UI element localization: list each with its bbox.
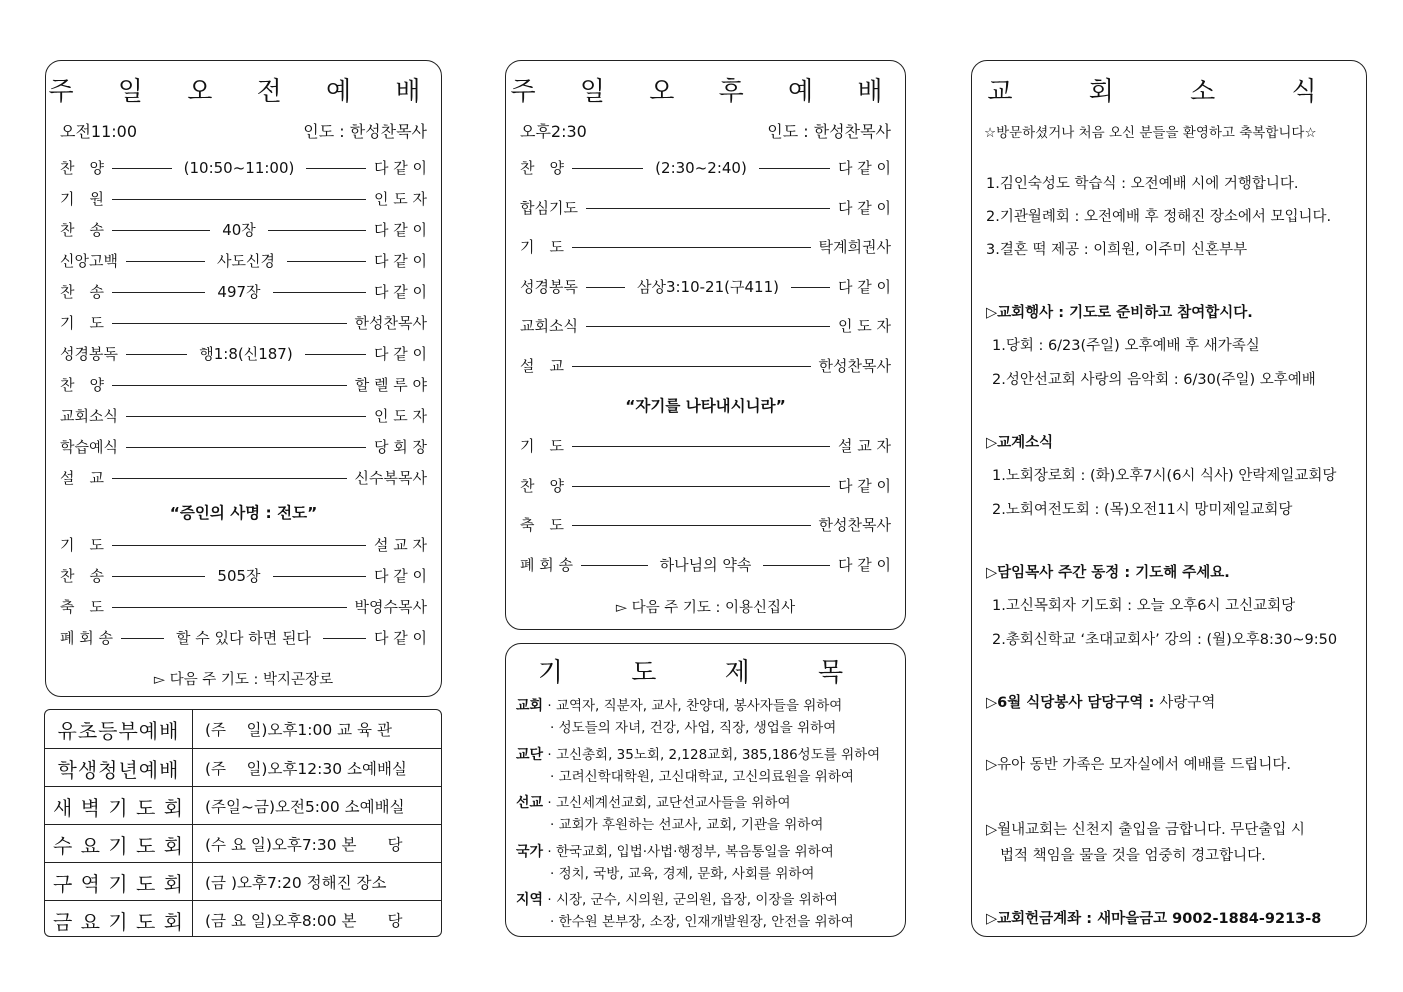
order-label: 설 교: [60, 469, 104, 487]
order-row: [60, 343, 427, 364]
order-person: 인 도 자: [373, 190, 427, 208]
dashed-leader: [572, 366, 811, 367]
news-item: 3.결혼 떡 제공 : 이희원, 이주미 신혼부부: [986, 242, 1248, 258]
prayer-text: · 교회가 후원하는 선교사, 교회, 기관을 위하여: [550, 817, 824, 833]
morning-leader: 인도 : 한성찬목사: [303, 122, 427, 141]
order-detail: (2:30~2:40): [655, 158, 747, 177]
dashed-leader: [112, 545, 366, 546]
order-label: 합심기도: [520, 198, 578, 217]
dashed-leader: [273, 292, 366, 293]
order-label: 찬 양: [520, 476, 564, 495]
pastor-schedule-item: 2.총회신학교 ‘초대교회사’ 강의 : (월)오후8:30~9:50: [992, 632, 1338, 648]
order-label: 찬 송: [60, 221, 104, 239]
order-person: 당 회 장: [373, 438, 427, 456]
dashed-leader: [759, 168, 830, 169]
order-row: [520, 236, 891, 257]
order-label: 폐 회 송: [520, 555, 574, 574]
dashed-leader: [572, 446, 830, 447]
morning-service-panel: [45, 60, 442, 697]
schedule-time: (금 요 일)오후8:00 본 당: [205, 912, 403, 930]
dashed-leader: [112, 576, 205, 577]
order-person: 인 도 자: [373, 407, 427, 425]
order-detail: 할 수 있다 하면 된다: [176, 629, 311, 647]
dashed-leader: [112, 230, 210, 231]
region-news-item: 2.노회여전도회 : (목)오전11시 망미제일교회당: [992, 502, 1293, 518]
order-row: [520, 435, 891, 456]
order-person: 신수복목사: [354, 469, 427, 487]
schedule-row: [45, 786, 441, 825]
dashed-leader: [112, 478, 347, 479]
schedule-time: (주일~금)오전5:00 소예배실: [205, 798, 405, 816]
prayer-line: [516, 694, 895, 715]
dashed-leader: [112, 385, 347, 386]
order-label: 교회소식: [60, 407, 118, 425]
dashed-leader: [572, 525, 811, 526]
order-person: 다 같 이: [373, 567, 427, 585]
order-label: 기 도: [520, 238, 564, 256]
prayer-text: 시장, 군수, 시의원, 군의원, 읍장, 이장을 위하여: [555, 892, 838, 908]
dashed-leader: [126, 416, 366, 417]
order-label: 찬 송: [60, 567, 104, 585]
order-detail: 사도신경: [217, 252, 275, 270]
order-row: [60, 627, 427, 648]
order-person: 다 같 이: [837, 476, 891, 495]
order-person: 다 같 이: [373, 283, 427, 301]
prayer-text: 고신총회, 35노회, 2,128교회, 385,186성도를 위하여: [555, 746, 881, 763]
order-row: [520, 475, 891, 496]
order-row: [60, 374, 427, 395]
order-person: 설 교 자: [837, 437, 891, 455]
region-news-heading: ▷교계소식: [986, 435, 1054, 451]
schedule-time: (주 일)오후1:00 교 육 관: [205, 721, 392, 739]
prayer-category: 국가: [516, 843, 544, 860]
order-person: 한성찬목사: [818, 356, 891, 375]
order-label: 설 교: [520, 356, 564, 375]
schedule-row: [45, 900, 441, 937]
dashed-leader: [572, 247, 811, 248]
schedule-name: 수 요 기 도 회: [45, 825, 193, 863]
order-label: 축 도: [520, 516, 564, 534]
prayer-text: 고신세계선교회, 교단선교사들을 위하여: [555, 795, 791, 811]
order-label: 교회소식: [520, 317, 578, 335]
order-label: 기 도: [520, 437, 564, 455]
order-person: 박영수목사: [354, 598, 427, 616]
order-person: 설 교 자: [373, 536, 427, 554]
prayer-line: [516, 888, 895, 909]
order-detail: 삼상3:10-21(구411): [636, 277, 779, 296]
order-person: 인 도 자: [837, 317, 891, 335]
order-row: [60, 312, 427, 333]
morning-title: 주 일 오 전 예 배: [48, 77, 439, 107]
order-row: [60, 188, 427, 209]
order-label: 폐 회 송: [60, 629, 114, 647]
prayer-text: · 정치, 국방, 교육, 경제, 문화, 사회를 위하여: [550, 865, 815, 882]
order-row: [60, 534, 427, 555]
region-news-item: 1.노회장로회 : (화)오후7시(6시 식사) 안락제일교회당: [992, 468, 1337, 484]
bullet-dot: ·: [543, 746, 556, 763]
order-row: [520, 554, 891, 575]
order-row: [60, 281, 427, 302]
morning-time: 오전11:00: [60, 122, 138, 141]
dashed-leader: [268, 230, 366, 231]
order-person: 다 같 이: [374, 252, 428, 270]
order-label: 성경봉독: [60, 345, 118, 363]
warning-line-1: ▷월내교회는 신천지 출입을 금합니다. 무단출입 시: [986, 822, 1305, 838]
order-row: [60, 596, 427, 617]
order-person: 다 같 이: [374, 221, 428, 239]
afternoon-title: 주 일 오 후 예 배: [510, 77, 901, 107]
prayer-topics-panel: [505, 643, 906, 937]
church-news-panel: [971, 60, 1367, 937]
dashed-leader: [126, 447, 366, 448]
prayer-text: 한국교회, 입법·사법·행정부, 복음통일을 위하여: [555, 843, 834, 860]
order-detail: (10:50~11:00): [183, 158, 295, 177]
order-person: 다 같 이: [838, 159, 892, 177]
order-label: 찬 송: [60, 283, 104, 301]
order-row: [60, 565, 427, 586]
dashed-leader: [586, 287, 625, 288]
bullet-dot: ·: [543, 698, 556, 714]
order-row: [520, 315, 891, 336]
morning-header: [60, 119, 427, 142]
prayer-line: [516, 840, 895, 861]
schedule-name: 유초등부예배: [45, 710, 193, 748]
prayer-text: 교역자, 직분자, 교사, 찬양대, 봉사자들을 위하여: [555, 698, 843, 714]
prayer-line: [516, 791, 895, 812]
prayer-category: 교회: [516, 698, 544, 714]
order-row: [520, 157, 891, 178]
prayer-category: 선교: [516, 795, 544, 811]
order-row: [520, 514, 891, 535]
prayer-line: [516, 743, 895, 764]
schedule-row: [45, 710, 441, 748]
order-row: [60, 157, 427, 178]
dashed-leader: [112, 168, 172, 169]
schedule-name: 학생청년예배: [45, 749, 193, 787]
dashed-leader: [287, 261, 366, 262]
dashed-leader: [126, 354, 187, 355]
order-label: 찬 양: [520, 159, 564, 177]
dashed-leader: [306, 168, 366, 169]
order-row: [520, 276, 891, 297]
order-detail: 505장: [217, 567, 261, 585]
order-row: [520, 197, 891, 218]
dashed-leader: [323, 638, 366, 639]
schedule-time: (금 )오후7:20 정해진 장소: [205, 874, 387, 892]
schedule-name: 새 벽 기 도 회: [45, 787, 193, 825]
schedule-row: [45, 862, 441, 901]
order-detail: 행1:8(신187): [199, 345, 293, 363]
order-detail: 497장: [217, 283, 261, 301]
order-person: 한성찬목사: [818, 516, 891, 534]
schedule-time: (수 요 일)오후7:30 본 당: [205, 836, 403, 854]
order-person: 탁계희권사: [818, 238, 891, 256]
events-heading: ▷교회행사 : 기도로 준비하고 참여합시다.: [986, 305, 1253, 321]
dashed-leader: [126, 261, 205, 262]
afternoon-next-prayer: ▻ 다음 주 기도 : 이용신집사: [615, 600, 796, 616]
order-label: 기 도: [60, 314, 104, 332]
dashed-leader: [572, 168, 643, 169]
order-row: [60, 219, 427, 240]
dashed-leader: [763, 565, 830, 566]
infant-notice: ▷유아 동반 가족은 모자실에서 예배를 드립니다.: [986, 757, 1291, 773]
bullet-dot: ·: [543, 892, 556, 908]
news-welcome: ☆방문하셨거나 처음 오신 분들을 환영하고 축복합니다☆: [984, 125, 1317, 141]
schedule-row: [45, 824, 441, 863]
news-item: 2.기관월례회 : 오전예배 후 정해진 장소에서 모입니다.: [986, 209, 1332, 225]
dashed-leader: [112, 323, 347, 324]
order-label: 찬 양: [60, 376, 104, 394]
prayer-title: 기 도 제 목: [537, 658, 874, 688]
pastor-schedule-item: 1.고신목회자 기도회 : 오늘 오후6시 고신교회당: [992, 598, 1296, 614]
order-label: 신앙고백: [60, 252, 118, 270]
afternoon-sermon-title: “자기를 나타내시니라”: [625, 397, 786, 415]
dashed-leader: [581, 565, 648, 566]
pastor-schedule-heading: ▷담임목사 주간 동정 : 기도해 주세요.: [986, 565, 1230, 581]
order-label: 학습예식: [60, 438, 118, 456]
prayer-text: · 한수원 본부장, 소장, 인재개발원장, 안전을 위하여: [550, 914, 854, 930]
prayer-text: · 성도들의 자녀, 건강, 사업, 직장, 생업을 위하여: [550, 720, 837, 736]
dashed-leader: [791, 287, 830, 288]
order-person: 다 같 이: [837, 555, 891, 574]
order-person: 다 같 이: [373, 629, 427, 647]
schedule-name: 구 역 기 도 회: [45, 863, 193, 901]
prayer-category: 지역: [516, 892, 544, 908]
order-detail: 하나님의 약속: [659, 555, 752, 574]
order-label: 기 원: [60, 190, 104, 208]
schedule-time: (주 일)오후12:30 소예배실: [205, 760, 407, 778]
warning-line-2: 법적 책임을 물을 것을 엄중히 경고합니다.: [1000, 848, 1266, 864]
dashed-leader: [586, 326, 830, 327]
morning-sermon-title: “증인의 사명 : 전도”: [169, 504, 318, 522]
offering-account: ▷교회헌금계좌 : 새마을금고 9002-1884-9213-8: [986, 911, 1322, 927]
order-row: [60, 405, 427, 426]
afternoon-time: 오후2:30: [520, 122, 587, 141]
dashed-leader: [112, 199, 366, 200]
order-person: 다 같 이: [838, 277, 892, 296]
order-label: 기 도: [60, 536, 104, 554]
dashed-leader: [112, 607, 347, 608]
dashed-leader: [586, 208, 830, 209]
order-detail: 40장: [222, 221, 256, 239]
order-row: [60, 467, 427, 488]
order-label: 성경봉독: [520, 277, 578, 296]
order-person: 할 렐 루 야: [354, 376, 427, 394]
schedule-row: [45, 748, 441, 787]
bullet-dot: ·: [543, 795, 556, 811]
order-person: 다 같 이: [837, 198, 891, 217]
order-label: 축 도: [60, 598, 104, 616]
order-row: [60, 436, 427, 457]
dashed-leader: [305, 354, 366, 355]
weekly-schedule-table: [44, 709, 442, 937]
morning-next-prayer: ▻ 다음 주 기도 : 박지곤장로: [153, 672, 334, 688]
dashed-leader: [572, 486, 830, 487]
afternoon-header: [520, 119, 891, 142]
afternoon-service-panel: [505, 60, 906, 630]
order-row: [60, 250, 427, 271]
order-label: 찬 양: [60, 159, 104, 177]
meal-service: [986, 691, 1356, 712]
order-row: [520, 355, 891, 376]
afternoon-leader: 인도 : 한성찬목사: [767, 122, 891, 141]
meal-service-value: 사랑구역: [1159, 695, 1216, 711]
event-item: 1.당회 : 6/23(주일) 오후예배 후 새가족실: [992, 338, 1260, 354]
bullet-dot: ·: [543, 843, 556, 860]
news-item: 1.김인숙성도 학습식 : 오전예배 시에 거행합니다.: [986, 176, 1299, 192]
order-person: 한성찬목사: [354, 314, 427, 332]
dashed-leader: [273, 576, 366, 577]
meal-service-heading: ▷6월 식당봉사 담당구역 :: [986, 695, 1160, 711]
dashed-leader: [112, 292, 205, 293]
prayer-category: 교단: [516, 746, 544, 763]
schedule-name: 금 요 기 도 회: [45, 901, 193, 937]
order-person: 다 같 이: [374, 345, 428, 363]
event-item: 2.성안선교회 사랑의 음악회 : 6/30(주일) 오후예배: [992, 372, 1316, 388]
prayer-text: · 고려신학대학원, 고신대학교, 고신의료원을 위하여: [550, 768, 854, 785]
news-title: 교 회 소 식: [987, 77, 1351, 107]
order-person: 다 같 이: [374, 159, 428, 177]
dashed-leader: [121, 638, 164, 639]
